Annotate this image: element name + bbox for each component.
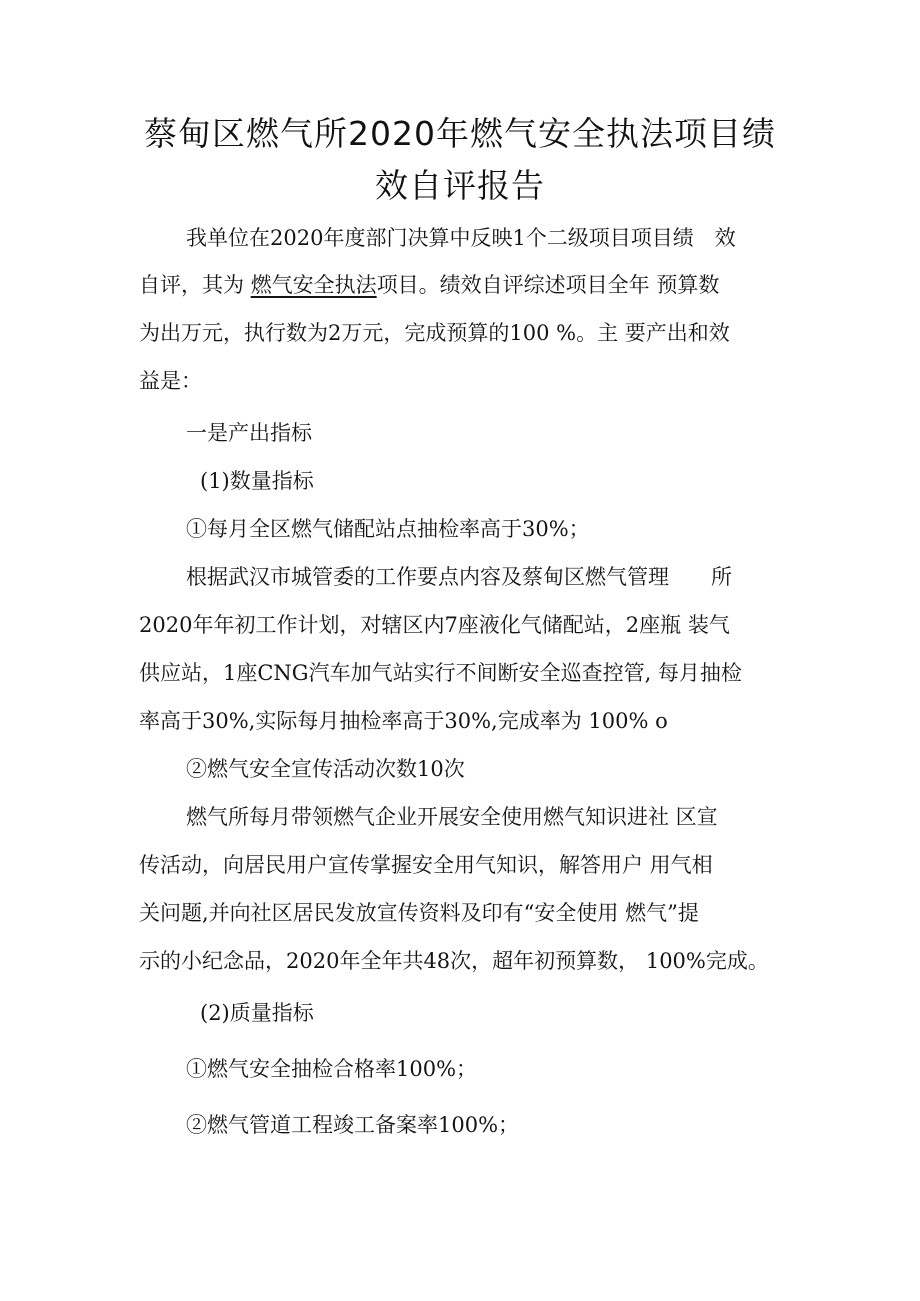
intro-line-4: 益是： (139, 369, 202, 393)
subsection-quality: (2)质量指标 (200, 1001, 314, 1025)
document-title-line-1: 蔡甸区燃气所2020年燃气安全执法项目绩 (144, 114, 776, 153)
indicator-2-body-line: 示的小纪念品，2020年全年共48次，超年初预算数， 100%完成。 (139, 949, 769, 973)
indicator-4: ②燃气管道工程竣工备案率100%； (186, 1113, 520, 1137)
indicator-2-body-line: 燃气所每月带领燃气企业开展安全使用燃气知识进社 区宣 (186, 805, 718, 829)
document-title-line-2: 效自评报告 (375, 166, 545, 205)
indicator-2: ②燃气安全宣传活动次数10次 (186, 757, 465, 781)
intro-line-2-end: 项目。绩效自评综述项目全年 预算数 (376, 273, 720, 297)
indicator-3: ①燃气安全抽检合格率100%； (186, 1057, 478, 1081)
indicator-1-body-line: 2020年年初工作计划，对辖区内7座液化气储配站，2座瓶 装气 (139, 613, 730, 637)
indicator-1: ①每月全区燃气储配站点抽检率高于30%； (186, 517, 590, 541)
intro-line-3: 为出万元，执行数为2万元，完成预算的100 %。主 要产出和效 (139, 321, 730, 345)
indicator-1-body-line: 根据武汉市城管委的工作要点内容及蔡甸区燃气管理 所 (186, 565, 732, 589)
indicator-2-body-line: 传活动，向居民用户宣传掌握安全用气知识，解答用户 用气相 (139, 853, 713, 877)
subsection-quantity: (1)数量指标 (200, 469, 314, 493)
indicator-1-body-line: 供应站，1座CNG汽车加气站实行不间断安全巡查控管, 每月抽检 (139, 661, 742, 685)
indicator-2-body-line: 关问题,并向社区居民发放宣传资料及印有“安全使用 燃气”提 (139, 901, 699, 925)
project-name: 燃气安全执法 (250, 273, 377, 297)
intro-line-2-start: 自评，其为 (139, 273, 251, 297)
intro-line-1: 我单位在2020年度部门决算中反映1个二级项目项目绩 效 (186, 226, 736, 250)
indicator-1-body-line: 率高于30%,实际每月抽检率高于30%,完成率为 100% o (139, 709, 668, 733)
section-heading-output: 一是产出指标 (186, 421, 312, 445)
intro-line-2 (139, 270, 719, 300)
